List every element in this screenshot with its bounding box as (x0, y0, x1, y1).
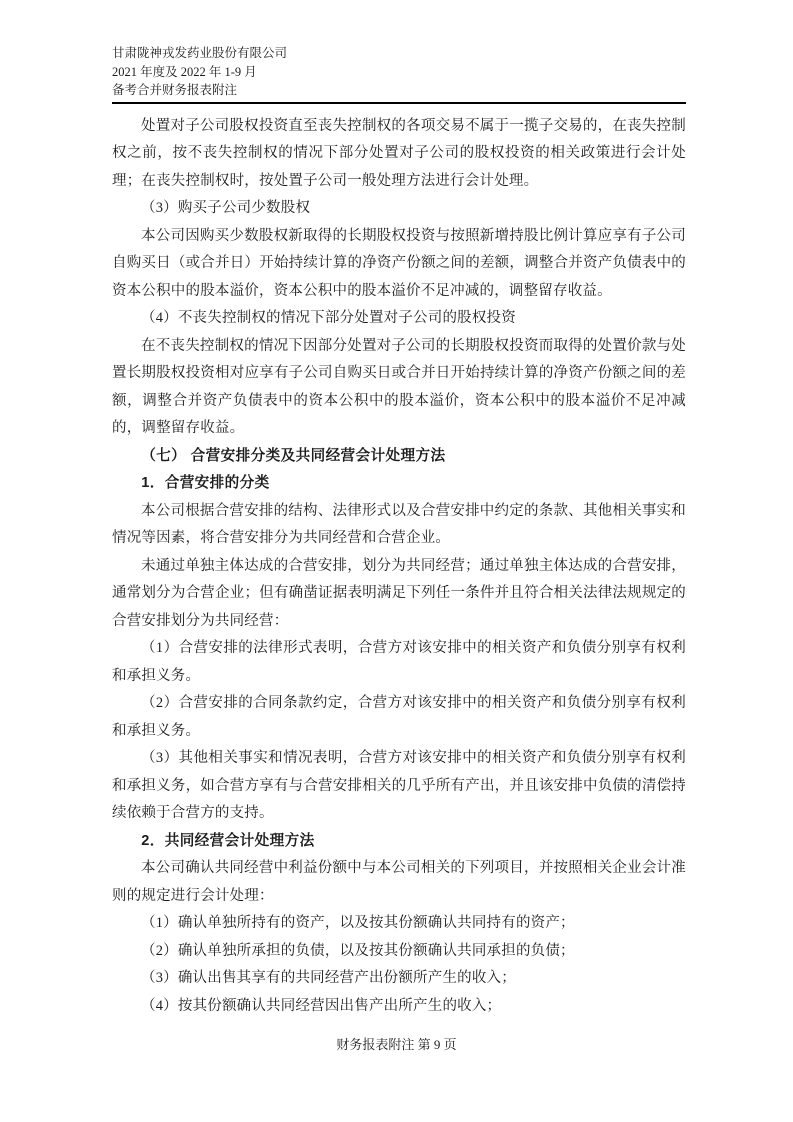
list-item: （2）合营安排的合同条款约定，合营方对该安排中的相关资产和负债分别享有权利和承担义务。 (112, 695, 686, 739)
header-report-period: 2021 年度及 2022 年 1-9 月 (112, 64, 257, 79)
list-item: （2）确认单独所承担的负债，以及按其份额确认共同承担的负债； (141, 942, 575, 959)
section-heading: （七） 合营安排分类及共同经营会计处理方法 (141, 447, 446, 464)
paragraph: 在不丧失控制权的情况下因部分处置对子公司的长期股权投资而取得的处置价款与处置长期股权投资相对应享有子公司自购买日或合并日开始持续计算的净资产份额之间的差额，调整合并资产负债表中的资本公积中的股本溢价，资本公积中的股本溢价不足冲减的，调整留存收益。 (112, 337, 686, 436)
list-item: （1）合营安排的法律形式表明，合营方对该安排中的相关资产和负债分别享有权利和承担义务。 (112, 640, 686, 684)
page-content (112, 0, 686, 1020)
list-item: （1）确认单独所持有的资产，以及按其份额确认共同持有的资产； (141, 915, 575, 931)
header-doc-title: 备考合并财务报表附注 (112, 83, 238, 97)
paragraph: 本公司确认共同经营中利益份额中与本公司相关的下列项目，并按照相关企业会计准则的规定进行会计处理： (112, 860, 686, 904)
list-item: （3）其他相关事实和情况表明，合营方对该安排中的相关资产和负债分别享有权利和承担义务，如合营方享有与合营安排相关的几乎所有产出，并且该安排中负债的清偿持续依赖于合营方的支持。 (112, 750, 686, 821)
document-body (112, 113, 686, 1021)
sub-heading: 2．共同经营会计处理方法 (141, 832, 315, 849)
list-item: （4）不丧失控制权的情况下部分处置对子公司的股权投资 (141, 310, 516, 326)
paragraph: 处置对子公司股权投资直至丧失控制权的各项交易不属于一揽子交易的，在丧失控制权之前，按不丧失控制权的情况下部分处置对子公司的股权投资的相关政策进行会计处理；在丧失控制权时，按处置子公司一般处理方法进行会计处理。 (112, 117, 686, 189)
list-item: （3）购买子公司少数股权 (141, 200, 311, 216)
page-header (112, 44, 686, 104)
sub-heading: 1．合营安排的分类 (141, 475, 270, 491)
paragraph: 本公司根据合营安排的结构、法律形式以及合营安排中约定的条款、其他相关事实和情况等因素，将合营安排分为共同经营和合营企业。 (112, 502, 686, 546)
list-item: （4）按其份额确认共同经营因出售产出所产生的收入； (141, 997, 502, 1014)
header-company-name: 甘肃陇神戎发药业股份有限公司 (112, 46, 288, 60)
footer-page-number: 财务报表附注 第 9 页 (336, 1037, 457, 1052)
paragraph: 本公司因购买少数股权新取得的长期股权投资与按照新增持股比例计算应享有子公司自购买日（或合并日）开始持续计算的净资产份额之间的差额，调整合并资产负债表中的资本公积中的股本溢价，资本公积中的股本溢价不足冲减的，调整留存收益。 (112, 227, 686, 299)
paragraph: 未通过单独主体达成的合营安排，划分为共同经营；通过单独主体达成的合营安排，通常划分为合营企业；但有确凿证据表明满足下列任一条件并且符合相关法律法规规定的合营安排划分为共同经营： (112, 557, 686, 629)
page-footer (0, 1036, 793, 1054)
list-item: （3）确认出售其享有的共同经营产出份额所产生的收入； (141, 970, 516, 986)
